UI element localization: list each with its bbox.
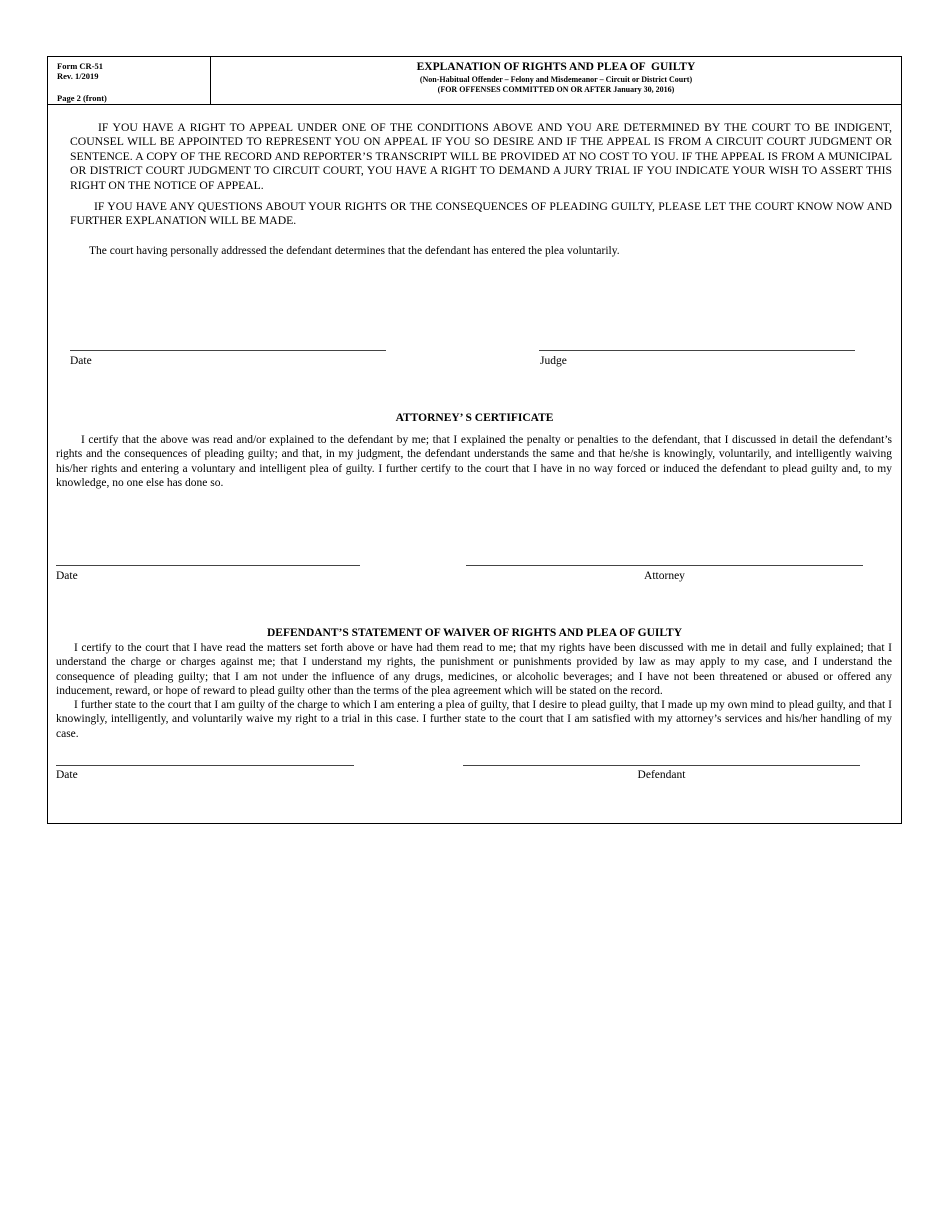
defendant-signature-line[interactable]: [463, 765, 860, 766]
form-page: [47, 56, 902, 824]
page-indicator: Page 2 (front): [57, 93, 107, 103]
attorney-certificate-text: I certify that the above was read and/or explained to the defendant by me; that I explained the penalty or penalties to the defendant, that I discussed in detail the defendant’s rights and the consequences of pleading guilty; and that, in my judgment, the defendant understands the same and that he/she is knowingly, voluntarily, and intelligently waiving his/her rights and entering a voluntary and intelligent plea of guilty. I further certify to the court that I have in no way forced or induced the defendant to plead guilty and, to my knowledge, no one else has done so.: [56, 434, 892, 490]
form-id: Form CR-51: [57, 61, 104, 71]
judge-signature-line[interactable]: [539, 350, 855, 351]
attorney-date-label: Date: [56, 570, 78, 582]
attorney-label: Attorney: [644, 570, 685, 582]
defendant-date-signature-line[interactable]: [56, 765, 354, 766]
judge-date-label: Date: [70, 355, 92, 367]
attorney-date-signature-line[interactable]: [56, 565, 360, 566]
form-meta-box: [48, 57, 211, 104]
form-revision: Rev. 1/2019: [57, 71, 99, 81]
appeal-rights-paragraph: IF YOU HAVE A RIGHT TO APPEAL UNDER ONE OF THE CONDITIONS ABOVE AND YOU ARE DETERMINED BY THE COURT TO BE INDIGENT, COUNSEL WILL BE APPOINTED TO REPRESENT YOU ON APPEAL IF YOU SO DESIRE AND IF THE APPEAL IS FROM A CIRCUIT COURT JUDGMENT OR SENTENCE. A COPY OF THE RECORD AND REPORTER’S TRANSCRIPT WILL BE PROVIDED AT NO COST TO YOU. IF THE APPEAL IS FROM A MUNICIPAL OR DISTRICT COURT JUDGMENT TO CIRCUIT COURT, YOU HAVE A RIGHT TO DEMAND A JURY TRIAL IF YOU INDICATE YOUR WISH TO ASSERT THIS RIGHT ON THE NOTICE OF APPEAL.: [70, 121, 892, 192]
defendant-label: Defendant: [637, 769, 686, 781]
defendant-date-label: Date: [56, 769, 78, 781]
defendant-statement-paragraph-1: I certify to the court that I have read the matters set forth above or have had them read to me; that my rights have been discussed with me in detail and fully explained; that I understand the charge or charges against me; that I understand my rights, the punishment or punishments provided by law as may apply to my case, and I understand the consequence of pleading guilty; that I am not under the influence of any drugs, medicines, or alcoholic beverages; and I have not been threatened or abused or offered any inducement, reward, or hope of reward to plead guilty other than the terms of the plea agreement which will be stated on the record.: [56, 642, 892, 698]
judge-label: Judge: [540, 355, 567, 367]
judge-date-signature-line[interactable]: [70, 350, 386, 351]
questions-paragraph: IF YOU HAVE ANY QUESTIONS ABOUT YOUR RIGHTS OR THE CONSEQUENCES OF PLEADING GUILTY, PLEASE LET THE COURT KNOW NOW AND FURTHER EXPLANATION WILL BE MADE.: [70, 200, 892, 228]
form-applicability: (FOR OFFENSES COMMITTED ON OR AFTER January 30, 2016): [437, 85, 675, 94]
form-subtitle: (Non-Habitual Offender – Felony and Misdemeanor – Circuit or District Court): [419, 75, 693, 84]
attorney-signature-line[interactable]: [466, 565, 863, 566]
defendant-statement-title: DEFENDANT’S STATEMENT OF WAIVER OF RIGHTS AND PLEA OF GUILTY: [266, 627, 683, 639]
attorney-certificate-title: ATTORNEY’ S CERTIFICATE: [395, 412, 554, 424]
defendant-statement-paragraph-2: I further state to the court that I am guilty of the charge to which I am entering a plea of guilty, that I desire to plead guilty, that I made up my own mind to plead guilty, and that I knowingly, intelligently, and voluntarily waive my right to a trial in this case. I further state to the court that I am satisfied with my attorney’s services and his/her handling of my case.: [56, 699, 892, 740]
form-header: [48, 57, 901, 105]
form-title: EXPLANATION OF RIGHTS AND PLEA OF GUILTY: [416, 61, 696, 73]
form-title-box: [211, 57, 901, 104]
court-finding-text: The court having personally addressed the defendant determines that the defendant has entered the plea voluntarily.: [89, 245, 620, 257]
